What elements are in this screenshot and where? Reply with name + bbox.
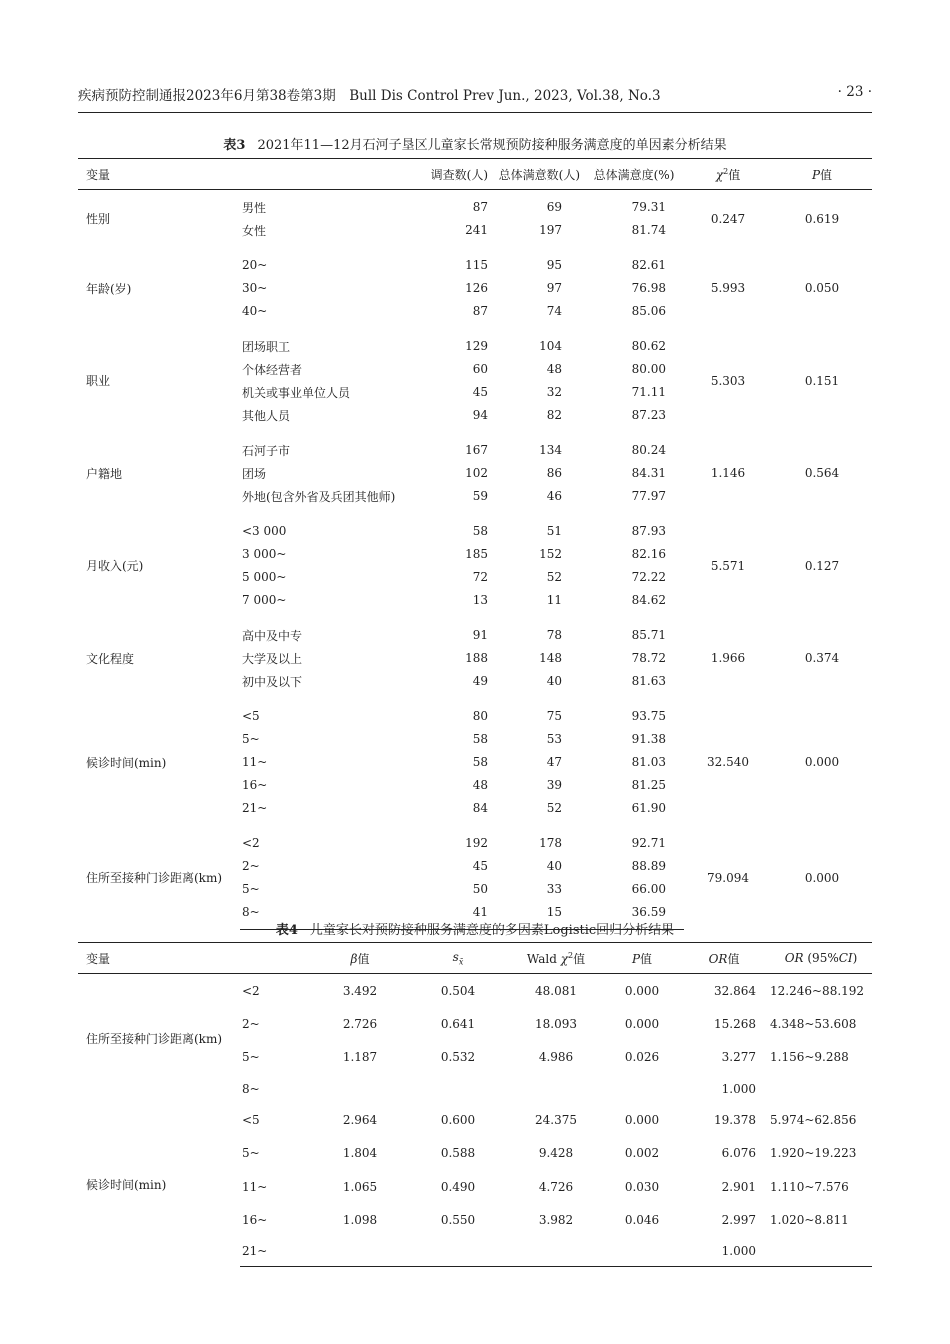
survey-count: 102 (465, 466, 489, 480)
category: 机关或事业单位人员 (242, 385, 351, 400)
beta-value (310, 1237, 410, 1266)
or-value: 1.000 (678, 1237, 770, 1266)
satisfied-count: 15 (492, 901, 584, 930)
table-row (78, 1103, 872, 1137)
satisfaction-rate: 92.71 (631, 836, 667, 850)
category: 20~ (242, 258, 268, 272)
category: 5 000~ (242, 570, 287, 584)
col-header-p: P值 (772, 159, 872, 190)
survey-count: 129 (465, 339, 489, 353)
satisfied-count: 134 (539, 443, 563, 457)
category: 团场职工 (242, 339, 291, 354)
table-row (78, 618, 872, 647)
wald-chi2: 48.081 (535, 983, 578, 998)
table-row (78, 433, 872, 462)
satisfaction-rate: 82.61 (631, 258, 667, 272)
or-ci: 12.246~88.192 (770, 983, 865, 998)
satisfied-count: 178 (539, 836, 563, 850)
category: <5 (242, 709, 260, 723)
wald-chi2 (506, 1237, 606, 1266)
satisfied-count: 51 (546, 524, 563, 538)
table3 (78, 158, 872, 930)
table4-title: 儿童家长对预防接种服务满意度的多因素Logistic回归分析结果 (309, 923, 675, 938)
table-row (78, 974, 872, 1008)
survey-count: 45 (472, 385, 489, 399)
satisfaction-rate: 91.38 (631, 732, 667, 746)
survey-count: 91 (472, 628, 489, 642)
p-value: 0.151 (804, 373, 840, 388)
survey-count: 13 (472, 593, 489, 607)
category: 5~ (242, 1050, 260, 1065)
survey-count: 59 (472, 489, 489, 503)
col-header-or-ci: OR (95%CI) (770, 943, 872, 974)
satisfaction-rate: 87.93 (631, 524, 667, 538)
satisfaction-rate: 82.16 (631, 547, 667, 561)
satisfaction-rate: 80.24 (631, 443, 667, 457)
wald-chi2: 24.375 (535, 1112, 578, 1127)
satisfied-count: 69 (546, 200, 563, 215)
satisfied-count: 46 (546, 489, 563, 503)
beta-value: 3.492 (342, 983, 378, 998)
survey-count: 241 (465, 223, 489, 237)
satisfaction-rate: 61.90 (631, 801, 667, 815)
std-error: 0.532 (440, 1050, 476, 1065)
satisfied-count: 78 (546, 628, 563, 642)
category: 高中及中专 (242, 628, 303, 643)
variable-name: 文化程度 (86, 651, 135, 666)
wald-chi2: 3.982 (538, 1213, 574, 1228)
p-value: 0.127 (804, 558, 840, 573)
category: 大学及以上 (242, 651, 303, 666)
satisfied-count: 32 (546, 385, 563, 399)
variable-name: 职业 (86, 374, 111, 388)
col-header-variable: 变量 (78, 159, 428, 190)
wald-chi2 (506, 1074, 606, 1103)
satisfaction-rate: 77.97 (631, 489, 667, 503)
or-ci: 1.110~7.576 (770, 1179, 849, 1194)
survey-count: 58 (472, 524, 489, 538)
chi2-value: 1.146 (710, 466, 746, 480)
table-row (78, 329, 872, 358)
survey-count: 185 (465, 547, 489, 561)
satisfaction-rate: 84.31 (631, 466, 667, 480)
satisfied-count: 75 (546, 709, 563, 723)
category: <2 (242, 983, 260, 998)
beta-value: 1.187 (342, 1050, 378, 1065)
table-row (78, 248, 872, 277)
chi2-value: 32.540 (707, 755, 750, 769)
satisfied-count: 86 (546, 466, 563, 480)
category: 外地(包含外省及兵团其他师) (242, 489, 396, 504)
satisfaction-rate: 81.25 (631, 778, 667, 792)
variable-name: 住所至接种门诊距离(km) (86, 871, 223, 885)
or-value: 32.864 (714, 983, 757, 998)
col-header-beta: β值 (310, 943, 410, 974)
satisfaction-rate: 81.74 (631, 223, 667, 237)
category: <5 (242, 1112, 260, 1127)
survey-count: 84 (472, 801, 489, 815)
survey-count: 192 (465, 836, 489, 850)
or-value: 2.997 (721, 1213, 757, 1228)
beta-value (310, 1074, 410, 1103)
satisfaction-rate: 85.71 (631, 628, 667, 642)
p-value: 0.000 (624, 983, 660, 998)
satisfaction-rate: 80.00 (631, 362, 667, 376)
variable-name: 性别 (86, 212, 111, 227)
variable-name: 候诊时间(min) (86, 755, 167, 770)
col-header-variable: 变量 (78, 943, 310, 974)
category: 石河子市 (242, 443, 291, 458)
category: 团场 (242, 466, 267, 481)
std-error: 0.550 (440, 1213, 476, 1228)
p-value: 0.000 (804, 870, 840, 885)
table4-header-row (78, 943, 872, 974)
beta-value: 2.964 (342, 1112, 378, 1127)
p-value: 0.002 (624, 1146, 660, 1161)
survey-count: 167 (465, 443, 489, 457)
satisfaction-rate: 79.31 (631, 200, 667, 215)
satisfied-count: 53 (546, 732, 563, 746)
p-value: 0.000 (804, 755, 840, 769)
chi2-value: 0.247 (710, 211, 746, 226)
p-value (606, 1237, 678, 1266)
satisfaction-rate: 71.11 (631, 385, 667, 399)
satisfaction-rate: 80.62 (631, 339, 667, 353)
category: 5~ (242, 732, 260, 746)
wald-chi2: 9.428 (538, 1146, 574, 1161)
category: 其他人员 (242, 408, 291, 423)
std-error (410, 1074, 506, 1103)
table3-caption (78, 134, 872, 153)
or-value: 15.268 (714, 1016, 757, 1031)
p-value: 0.619 (804, 211, 840, 226)
chi2-value: 5.303 (710, 373, 746, 388)
satisfied-count: 47 (546, 755, 563, 769)
category: 8~ (240, 901, 428, 930)
survey-count: 41 (428, 901, 492, 930)
variable-name: 候诊时间(min) (86, 1178, 167, 1192)
or-value: 1.000 (721, 1081, 757, 1096)
satisfied-count: 40 (546, 674, 563, 688)
variable-name: 户籍地 (86, 466, 123, 481)
or-value: 2.901 (721, 1179, 757, 1194)
std-error: 0.588 (440, 1146, 476, 1161)
journal-citation: 疾病预防控制通报2023年6月第38卷第3期 Bull Dis Control Prev Jun., 2023, Vol.38, No.3 (78, 88, 661, 104)
satisfaction-rate: 84.62 (631, 593, 667, 607)
satisfaction-rate: 93.75 (631, 709, 667, 723)
survey-count: 94 (472, 408, 489, 422)
category: 21~ (240, 1237, 310, 1266)
col-header-or: OR值 (678, 943, 770, 974)
satisfaction-rate: 66.00 (631, 882, 667, 896)
satisfied-count: 48 (546, 362, 563, 376)
table4 (78, 942, 872, 1267)
p-value: 0.000 (624, 1016, 660, 1031)
satisfied-count: 197 (539, 223, 563, 237)
table3-label: 表3 (223, 138, 246, 153)
category: 16~ (242, 778, 268, 792)
category: 2~ (242, 1016, 260, 1031)
survey-count: 126 (465, 281, 489, 295)
category: 40~ (242, 304, 268, 318)
survey-count: 49 (472, 674, 489, 688)
variable-name: 月收入(元) (86, 559, 144, 573)
p-value: 0.000 (624, 1112, 660, 1127)
satisfied-count: 52 (546, 801, 563, 815)
or-ci: 1.920~19.223 (770, 1146, 857, 1161)
satisfaction-rate: 36.59 (584, 901, 684, 930)
survey-count: 60 (472, 362, 489, 376)
table3-title: 2021年11—12月石河子垦区儿童家长常规预防接种服务满意度的单因素分析结果 (257, 138, 727, 153)
p-value: 0.050 (804, 281, 840, 295)
col-header-satisfied-count: 总体满意数(人) (492, 159, 584, 190)
table-row (78, 190, 872, 219)
col-header-wald: Wald $\chi^2$值 (506, 943, 606, 974)
p-value: 0.026 (624, 1050, 660, 1065)
category: 个体经营者 (242, 362, 303, 377)
std-error: 0.600 (440, 1112, 476, 1127)
category: <3 000 (242, 524, 287, 538)
table-row (78, 514, 872, 543)
survey-count: 58 (472, 732, 489, 746)
p-value (606, 1074, 678, 1103)
category: 2~ (242, 859, 260, 873)
p-value: 0.046 (624, 1213, 660, 1228)
satisfied-count: 97 (546, 281, 563, 295)
or-ci (770, 1074, 872, 1103)
survey-count: 58 (472, 755, 489, 769)
col-header-se: $s_{x̄}$ (410, 943, 506, 974)
or-value: 19.378 (714, 1112, 757, 1127)
chi2-value: 5.993 (710, 281, 746, 295)
chi2-value: 79.094 (707, 870, 750, 885)
or-ci: 5.974~62.856 (770, 1112, 857, 1127)
beta-value: 2.726 (342, 1016, 378, 1031)
survey-count: 50 (472, 882, 489, 896)
table-row (78, 699, 872, 728)
or-ci: 1.156~9.288 (770, 1050, 849, 1065)
beta-value: 1.804 (342, 1146, 378, 1161)
category: 11~ (242, 1179, 268, 1194)
chi2-value: 1.966 (710, 651, 746, 665)
category: 7 000~ (242, 593, 287, 607)
or-ci (770, 1237, 872, 1266)
satisfaction-rate: 87.23 (631, 408, 667, 422)
satisfaction-rate: 85.06 (631, 304, 667, 318)
header-rule (78, 112, 872, 113)
p-value: 0.374 (804, 651, 840, 665)
category: <2 (242, 836, 260, 850)
col-header-chi2: $\chi^2$值 (684, 159, 772, 190)
survey-count: 48 (472, 778, 489, 792)
running-header (78, 84, 872, 104)
satisfied-count: 148 (539, 651, 563, 665)
survey-count: 188 (465, 651, 489, 665)
variable-name: 住所至接种门诊距离(km) (86, 1032, 223, 1046)
survey-count: 87 (472, 304, 489, 318)
category: 女性 (242, 223, 267, 238)
satisfied-count: 152 (539, 547, 563, 561)
beta-value: 1.065 (342, 1179, 378, 1194)
survey-count: 87 (472, 200, 489, 215)
category: 30~ (242, 281, 268, 295)
p-value: 0.030 (624, 1179, 660, 1194)
wald-chi2: 4.726 (538, 1179, 574, 1194)
survey-count: 80 (472, 709, 489, 723)
category: 16~ (242, 1213, 268, 1228)
table3-header-row (78, 159, 872, 190)
table4-caption (78, 919, 872, 938)
satisfaction-rate: 81.03 (631, 755, 667, 769)
page-number: · 23 · (837, 84, 872, 100)
survey-count: 72 (472, 570, 489, 584)
std-error: 0.504 (440, 983, 476, 998)
category: 3 000~ (242, 547, 287, 561)
satisfaction-rate: 72.22 (631, 570, 667, 584)
col-header-p: P值 (606, 943, 678, 974)
category: 初中及以下 (242, 674, 303, 689)
table4-label: 表4 (275, 923, 298, 938)
col-header-satisfaction-rate: 总体满意度(%) (584, 159, 684, 190)
satisfied-count: 95 (546, 258, 563, 272)
variable-name: 年龄(岁) (86, 281, 132, 296)
satisfied-count: 82 (546, 408, 563, 422)
or-ci: 4.348~53.608 (770, 1016, 857, 1031)
satisfied-count: 52 (546, 570, 563, 584)
or-ci: 1.020~8.811 (770, 1213, 849, 1228)
table-row (78, 826, 872, 855)
beta-value: 1.098 (342, 1213, 378, 1228)
or-value: 3.277 (721, 1050, 757, 1065)
satisfaction-rate: 76.98 (631, 281, 667, 295)
chi2-value: 5.571 (710, 558, 746, 573)
wald-chi2: 4.986 (538, 1050, 574, 1065)
col-header-survey-count: 调查数(人) (428, 159, 492, 190)
satisfied-count: 39 (546, 778, 563, 792)
survey-count: 45 (472, 859, 489, 873)
satisfaction-rate: 81.63 (631, 674, 667, 688)
or-value: 6.076 (721, 1146, 757, 1161)
satisfied-count: 40 (546, 859, 563, 873)
category: 男性 (242, 200, 267, 215)
category: 5~ (242, 882, 260, 896)
satisfied-count: 74 (546, 304, 563, 318)
survey-count: 115 (465, 258, 489, 272)
std-error: 0.641 (440, 1016, 476, 1031)
category: 11~ (242, 755, 268, 769)
std-error (410, 1237, 506, 1266)
satisfied-count: 104 (539, 339, 563, 353)
satisfied-count: 11 (546, 593, 563, 607)
satisfaction-rate: 78.72 (631, 651, 667, 665)
category: 21~ (242, 801, 268, 815)
satisfied-count: 33 (546, 882, 563, 896)
category: 8~ (242, 1081, 260, 1096)
std-error: 0.490 (440, 1179, 476, 1194)
satisfaction-rate: 88.89 (631, 859, 667, 873)
category: 5~ (242, 1146, 260, 1161)
wald-chi2: 18.093 (535, 1016, 578, 1031)
p-value: 0.564 (804, 466, 840, 480)
